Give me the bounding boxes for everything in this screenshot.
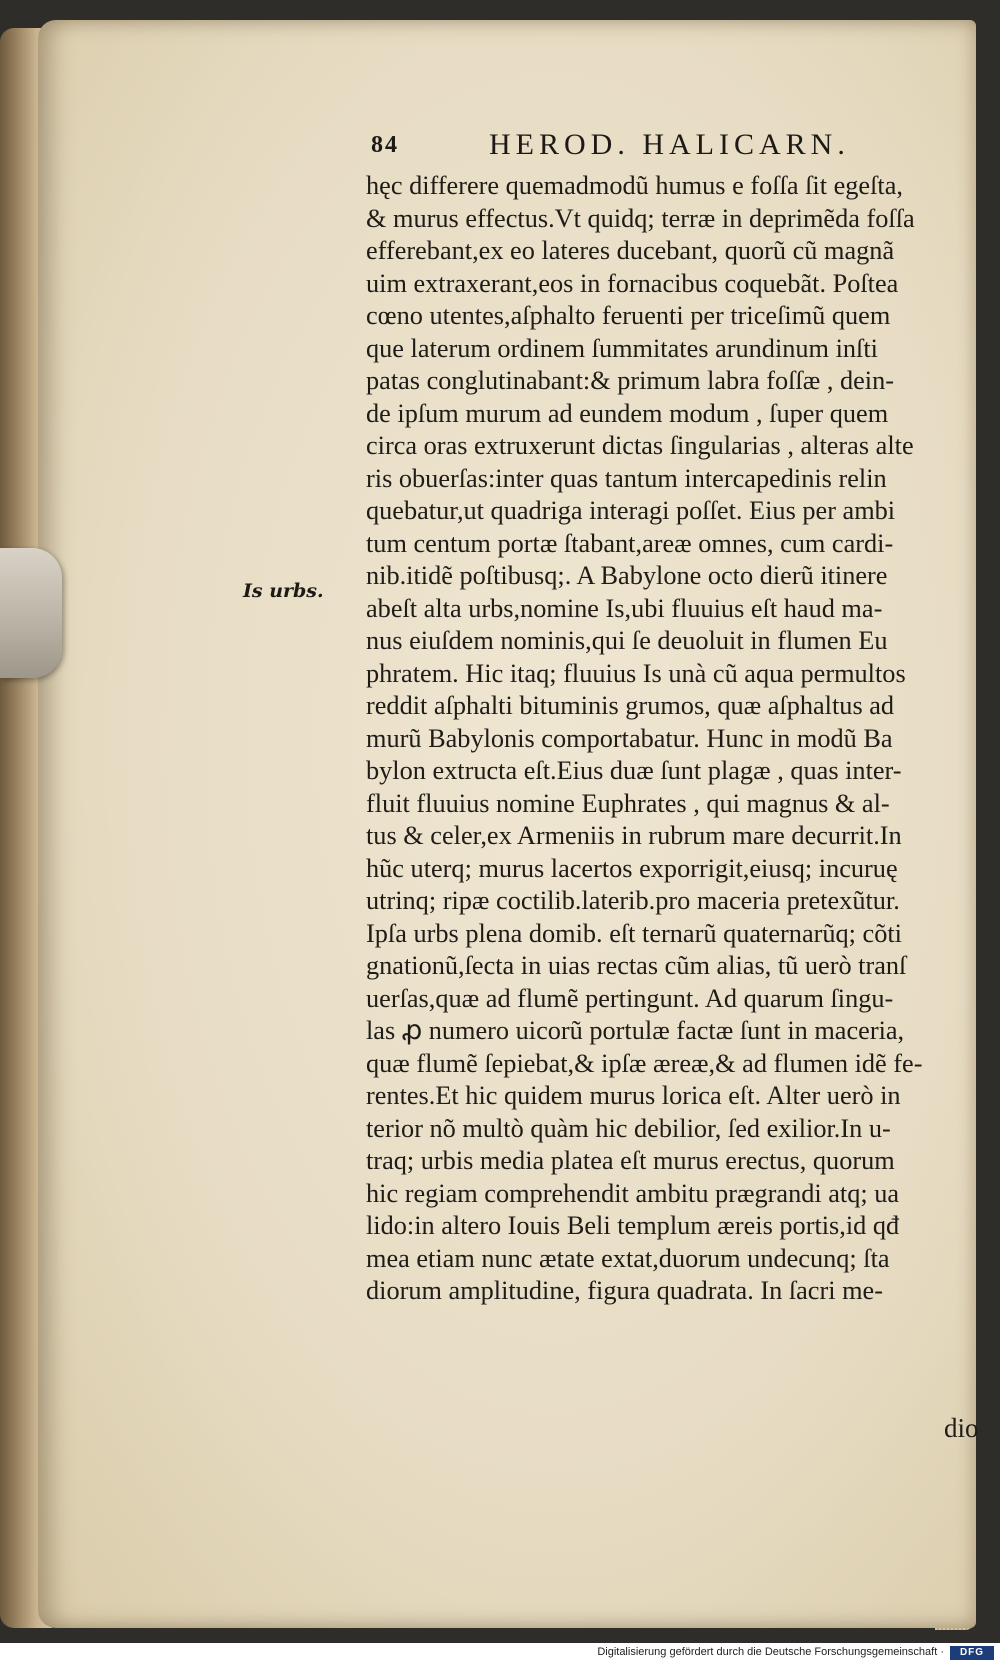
text-line: ris obuerſas:inter quas tantum intercapedinis relin [366, 463, 887, 493]
text-line: quæ flumẽ ſepiebat,& ipſæ æreæ,& ad flumen idẽ fe- [366, 1048, 923, 1078]
margin-note: Is urbs. [243, 580, 324, 602]
text-line: & murus effectus.Vt quidq; terræ in deprimẽda foſſa [366, 203, 915, 233]
text-line: bylon extructa eſt.Eius duæ ſunt plagæ , quas inter- [366, 756, 902, 785]
text-line: cœno utentes,aſphalto feruenti per triceſimũ quem [366, 301, 891, 330]
text-line: murũ Babylonis comportabatur. Hunc in modũ Ba [366, 723, 893, 753]
text-line: uim extraxerant,eos in fornacibus coquebãt. Poſtea [366, 268, 899, 298]
page-number: 84 [371, 132, 399, 158]
text-line: abeſt alta urbs,nomine Is,ubi fluuius eſt haud ma- [366, 593, 883, 623]
text-line: circa oras extruxerunt dictas ſingularias , alteras alte [366, 431, 914, 460]
funding-credit: Digitalisierung gefördert durch die Deutsche Forschungsgemeinschaft · [597, 1646, 944, 1658]
text-line: hũc uterq; murus lacertos exporrigit,eiusq; incuruę [366, 853, 898, 883]
text-line: que laterum ordinem ſummitates arundinum inſti [366, 333, 878, 363]
text-line: nib.itidẽ poſtibusq;. A Babylone octo dierũ itinere [366, 561, 888, 590]
running-head-title: HEROD. HALICARN. [489, 128, 850, 161]
text-line: de ipſum murum ad eundem modum , ſuper quem [366, 398, 889, 428]
text-line: gnationũ,ſecta in uias rectas cũm alias, tũ uerò tranſ [366, 951, 907, 980]
text-line: quebatur,ut quadriga interagi poſſet. Eius per ambi [366, 496, 896, 525]
text-line: lido:in altero Iouis Beli templum æreis portis,id qđ [366, 1211, 900, 1240]
text-line: traq; urbis media platea eſt murus erectus, quorum [366, 1146, 895, 1175]
catchword: dio [944, 1413, 979, 1443]
text-line: tum centum portæ ſtabant,areæ omnes, cum cardi- [366, 528, 894, 558]
text-line: diorum amplitudine, figura quadrata. In ſacri me- [366, 1276, 883, 1305]
text-line: efferebant,ex eo lateres ducebant, quorũ cũ magnã [366, 236, 895, 265]
text-line: mea etiam nunc ætate extat,duorum undecunq; ſta [366, 1243, 890, 1273]
text-line: hic regiam comprehendit ambitu prægrandi atq; ua [366, 1178, 900, 1208]
digitization-footer [0, 1643, 1000, 1663]
text-line: reddit aſphalti bituminis grumos, quæ aſphaltus ad [366, 691, 895, 720]
text-line: nus eiuſdem nominis,qui ſe deuoluit in flumen Eu [366, 626, 888, 655]
text-line: Ipſa urbs plena domib. eſt ternarũ quaternarũq; cõti [366, 918, 902, 948]
text-line: phratem. Hic itaq; fluuius Is unà cũ aqua permultos [366, 658, 906, 688]
text-line: utrinq; ripæ coctilib.laterib.pro maceria pretexũtur. [366, 886, 900, 915]
text-line: rentes.Et hic quidem murus lorica eſt. Alter uerò in [366, 1081, 901, 1110]
body-text [366, 170, 966, 1308]
dfg-logo: DFG [950, 1646, 994, 1660]
book-page [38, 20, 979, 1628]
running-head [371, 128, 931, 168]
text-line: patas conglutinabant:& primum labra foſſæ , dein- [366, 366, 895, 395]
text-line: tus & celer,ex Armeniis in rubrum mare decurrit.In [366, 821, 902, 850]
text-line: las ꝓ numero uicorũ portulæ factæ ſunt in maceria, [366, 1016, 905, 1045]
text-line: uerſas,quæ ad flumẽ pertingunt. Ad quarum ſingu- [366, 983, 894, 1013]
text-line: terior nõ multò quàm hic debilior, ſed exilior.In u- [366, 1113, 891, 1143]
text-line: hęc differere quemadmodũ humus e foſſa ſit egeſta, [366, 171, 903, 200]
text-line: fluit fluuius nomine Euphrates , qui magnus & al- [366, 788, 890, 818]
page-clip [0, 548, 62, 678]
